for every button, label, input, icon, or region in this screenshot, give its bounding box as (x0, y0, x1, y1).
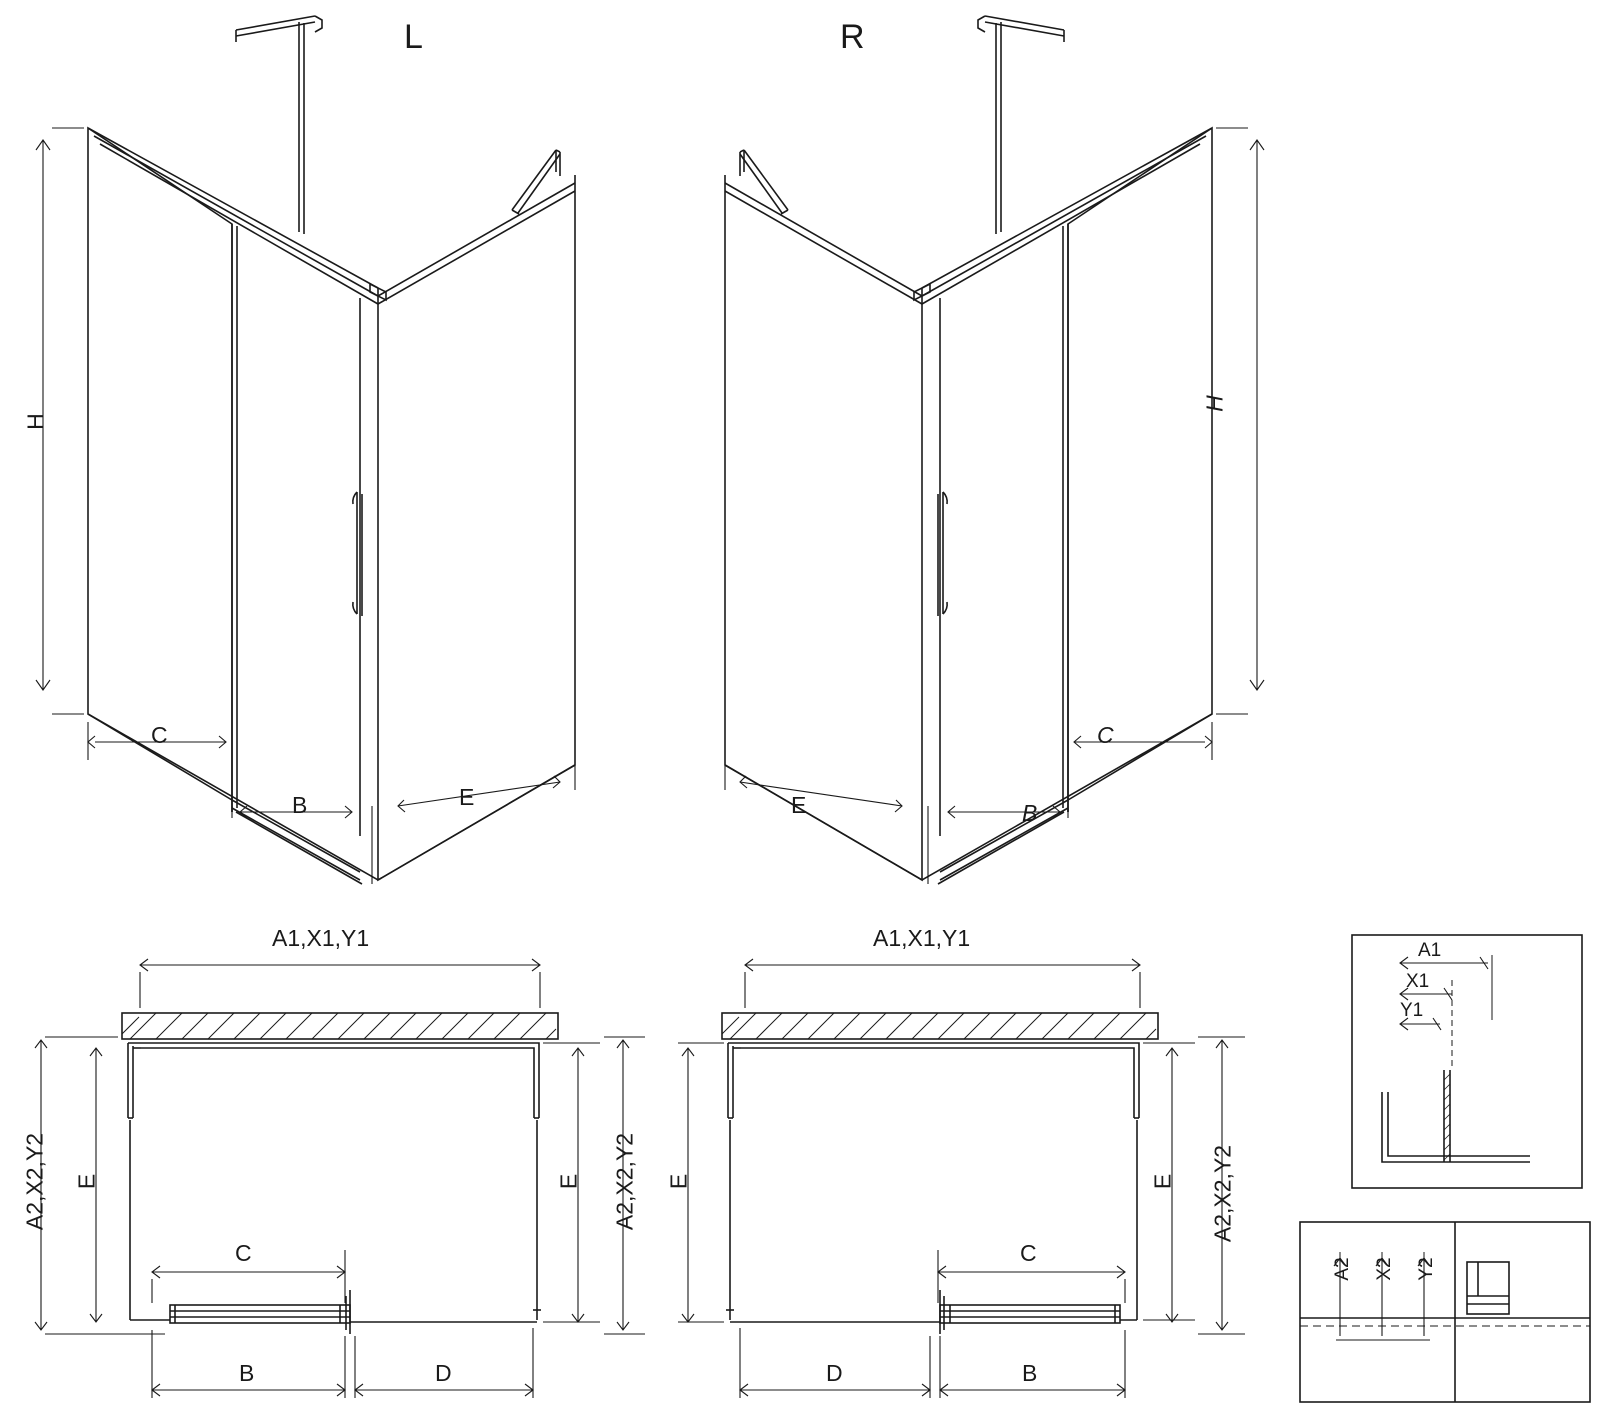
plan-right-label-d: D (826, 1360, 843, 1386)
plan-right-label-top: A1,X1,Y1 (873, 925, 971, 951)
iso-left-label-c: C (151, 722, 168, 748)
label-view-left: L (404, 18, 423, 56)
detail-bottom-label-y2: Y2 (1416, 1257, 1437, 1281)
detail-top-label-a1: A1 (1418, 940, 1442, 961)
plan-right (722, 1013, 1158, 1334)
detail-bottom-label-a2: A2 (1332, 1257, 1353, 1281)
plan-left-label-outer-left: A2,X2,Y2 (21, 1132, 48, 1231)
label-view-right: R (840, 18, 865, 56)
plan-left-label-e-left: E (73, 1173, 100, 1190)
detail-bottom-label-x2: X2 (1374, 1257, 1395, 1281)
iso-left-label-b: B (292, 792, 308, 818)
iso-right-label-h: H (1201, 395, 1228, 412)
detail-top-label-x1: X1 (1406, 971, 1430, 992)
plan-left-dims (35, 959, 645, 1398)
plan-right-label-b: B (1022, 1360, 1038, 1386)
plan-left (122, 1013, 558, 1334)
iso-left-label-e: E (459, 784, 475, 810)
iso-right-label-c: C (1097, 722, 1114, 748)
plan-left-label-c: C (235, 1240, 252, 1266)
detail-top-label-y1: Y1 (1400, 1000, 1424, 1021)
plan-right-label-outer-right: A2,X2,Y2 (1209, 1144, 1236, 1243)
detail-top-box (1352, 935, 1582, 1188)
plan-left-label-d: D (435, 1360, 452, 1386)
plan-left-label-top: A1,X1,Y1 (272, 925, 370, 951)
plan-right-label-e-right: E (1149, 1173, 1176, 1190)
plan-left-label-outer-right: A2,X2,Y2 (611, 1132, 638, 1231)
iso-right-enclosure (725, 16, 1212, 884)
plan-left-label-e-right: E (555, 1173, 582, 1190)
iso-left-enclosure (88, 16, 575, 884)
plan-left-label-b: B (239, 1360, 255, 1386)
iso-left-label-h: H (22, 413, 49, 430)
iso-right-label-b: B (1022, 800, 1038, 826)
plan-right-label-e-left: E (665, 1173, 692, 1190)
plan-right-label-c: C (1020, 1240, 1037, 1266)
iso-right-label-e: E (791, 792, 807, 818)
